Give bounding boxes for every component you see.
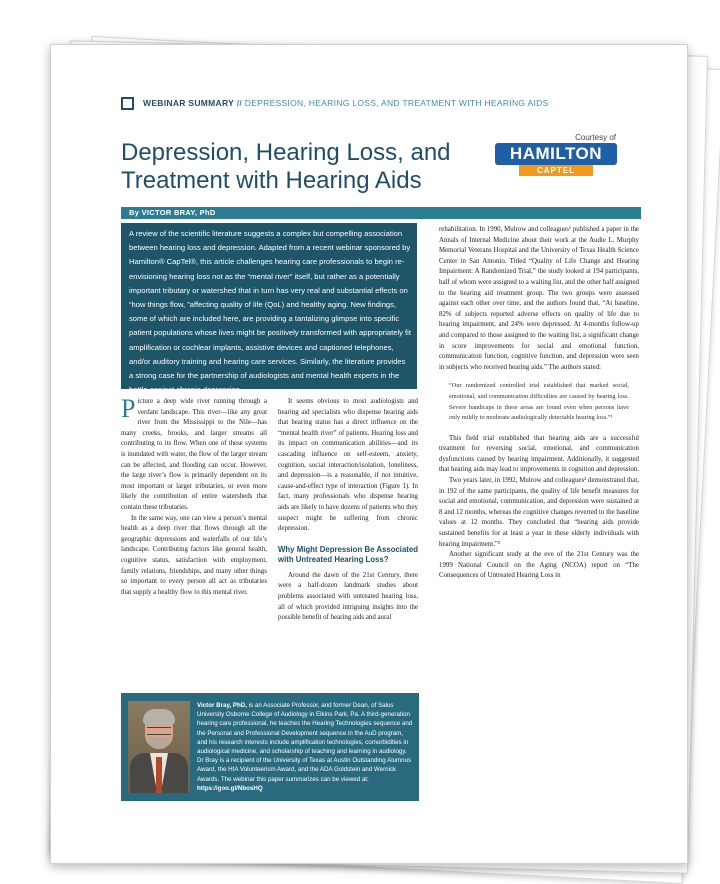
drop-cap: P (121, 394, 136, 423)
author-name: Victor Bray, PhD, (197, 702, 247, 709)
col3-paragraph-2: This field trial established that hearing aids are a successful treatment for reversing social, emotional, and communication dysfunctions caused by hearing impairment. Additionally, it suggested that hearing aids may lead to improvements in cognition and depression. (439, 434, 639, 474)
header-subtitle: DEPRESSION, HEARING LOSS, AND TREATMENT WITH HEARING AIDS (244, 98, 549, 108)
column-1 (121, 394, 267, 598)
col1-paragraph-1-text: icture a deep wide river running through a verdant landscape. This river—like any great river from the Mississippi to the Nile—has many creeks, brooks, and larger streams all contributing to its flow. When one of these systems is inundated with water, the flow of the larger stream can be affected, and flooding can occur. However, the large river’s flow is primarily dependent on its most important or larger tributaries, or even more likely the contribution of entire watersheds that contain these tributaries. (121, 398, 267, 511)
col3-paragraph-3: Two years later, in 1992, Mulrow and colleagues² demonstrated that, in 192 of the same participants, the quality of life benefit measures for social and emotional, communication, and depression were sustained at 8 and 12 months, whereas the cognitive changes reverted to the baseline values at 12 months. They concluded that “hearing aids provide sustained benefits for at least a year in these elderly individuals with hearing impairment.”² (439, 477, 639, 548)
header-section: WEBINAR SUMMARY (143, 98, 235, 108)
author-photo (128, 701, 190, 793)
block-quote: “Our randomized controlled trial established that marked social, emotional, and communication difficulties are caused by hearing loss. Severe handicaps in these areas are found even when persons have only mildly to moderate audiologically detectable hearing loss.”¹ (449, 382, 629, 422)
article-title: Depression, Hearing Loss, and Treatment with Hearing Aids (121, 139, 451, 194)
logo-sub-text: CAPTEL (519, 165, 593, 176)
header-separator: // (236, 98, 243, 108)
col3-paragraph-4: Another significant study at the eve of the 21st Century was the 1999 National Council on the Aging (NCOA) report on “The Consequences of Untreated Hearing Loss in (439, 551, 639, 580)
col2-paragraph-1: It seems obvious to most audiologists and hearing aid specialists who dispense hearing aids that hearing status has a direct influence on the “mental health river” of patients. Hearing loss and its impact on communication abilities—and its cascading influence on self-esteem, anxiety, cognition, social interaction/isolation, loneliness, and depression—is a reasonable, if not intuitive, cause-and-effect type of interaction (Figure 1). In fact, many professionals who dispense hearing aids are likely to have dozens of patients who they suspect might be suffering from chronic depression. (278, 398, 418, 533)
column-2 (278, 397, 418, 624)
col2-paragraph-2: Around the dawn of the 21st Century, there were a half-dozen landmark studies about problems associated with untreated hearing loss, all of which provided intriguing insights into the possible benefit of hearing aids and aural (278, 571, 418, 622)
col1-paragraph-2: In the same way, one can view a person’s mental health as a deep river that flows through all the geographic depressions and waterfalls of our life’s landscape. Contributing factors like general health, cognitive status, satisfaction with employment, family relations, friendships, and many other things so important to every person all act as tributaries that supply a healthy flow to this mental river. (121, 514, 267, 596)
hamilton-captel-logo (495, 143, 617, 179)
section-subhead: Why Might Depression Be Associated with Untreated Hearing Loss? (278, 544, 418, 564)
author-bio-body: is an Associate Professor, and former Dean, of Salus University Osborne College of Audiology in Elkins Park, Pa. A third-generation hearing care professional, he teaches the Hearing Technologies sequence and the Personal and Professional Development sequence in the AuD program, and his research interests include amplification technologies, comorbidities in audiological medicine, and scholarship of teaching and learning in audiology. Dr Bray is a recipient of the University of Texas at Austin Outstanding Alumnus Award, the HIA Volunteerism Award, and the ADA Goldstein and Wernick Awards. The webinar this paper summarizes can be viewed at: (197, 702, 413, 783)
column-3 (439, 225, 639, 582)
header-text (143, 98, 549, 108)
document-page (50, 44, 688, 864)
abstract-text: A review of the scientific literature suggests a complex but compelling association between hearing loss and depression. Adapted from a recent webinar sponsored by Hamilton® CapTel®, this article challenges hearing care professionals to begin re-envisioning hearing loss not as the “mental river” itself, but rather as a potentially important tributary or watershed that in turn has very real and substantial effects on “how things flow, ”affecting quality of life (QoL) and healthy aging. New findings, some of which are included here, are providing a tantalizing glimpse into specific patient populations whose lives might be positively transformed with appropriately fit amplification or cochlear implants, assistive devices and captioned telephones, and/or auditory training and hearing care services. Similarly, the literature provides a strong case for the partnership of audiologists and mental health experts in the battle against chronic depression. (129, 229, 411, 395)
logo-main-text: HAMILTON (495, 143, 617, 165)
author-bio-text (197, 701, 413, 793)
col3-paragraph-1: rehabilitation. In 1990, Mulrow and colleagues¹ published a paper in the Annals of Internal Medicine about their work at the Audie L. Murphy Memorial Veterans Hospital and the University of Texas Health Science Center in San Antonio. Titled “Quality of Life Change and Hearing Impairment: A Randomized Trial,” the study looked at 194 participants, half of whom were assigned to a waiting list, and the other half assigned to the hearing aid treatment group. The two groups were assessed against each other over time, and the authors found that, “At baseline, 82% of subjects reported adverse effects on quality of life due to hearing impairment, and 24% were depressed. At 4-months follow-up and compared to those assigned to the waiting list, a significant change in score improvements for social and emotional function, communication function, cognitive function, and depression were seen in subjects who received hearing aids.” The authors stated: (439, 226, 639, 371)
webinar-link[interactable]: https://goo.gl/NbosHQ (197, 784, 263, 792)
courtesy-label: Courtesy of (575, 133, 616, 142)
running-header (121, 97, 641, 111)
byline: By VICTOR BRAY, PhD (129, 208, 216, 217)
header-square-icon (121, 97, 134, 110)
author-bio-box (121, 693, 419, 801)
abstract-box (121, 223, 417, 395)
col1-paragraph-1 (121, 394, 267, 514)
byline-bar (121, 207, 641, 219)
